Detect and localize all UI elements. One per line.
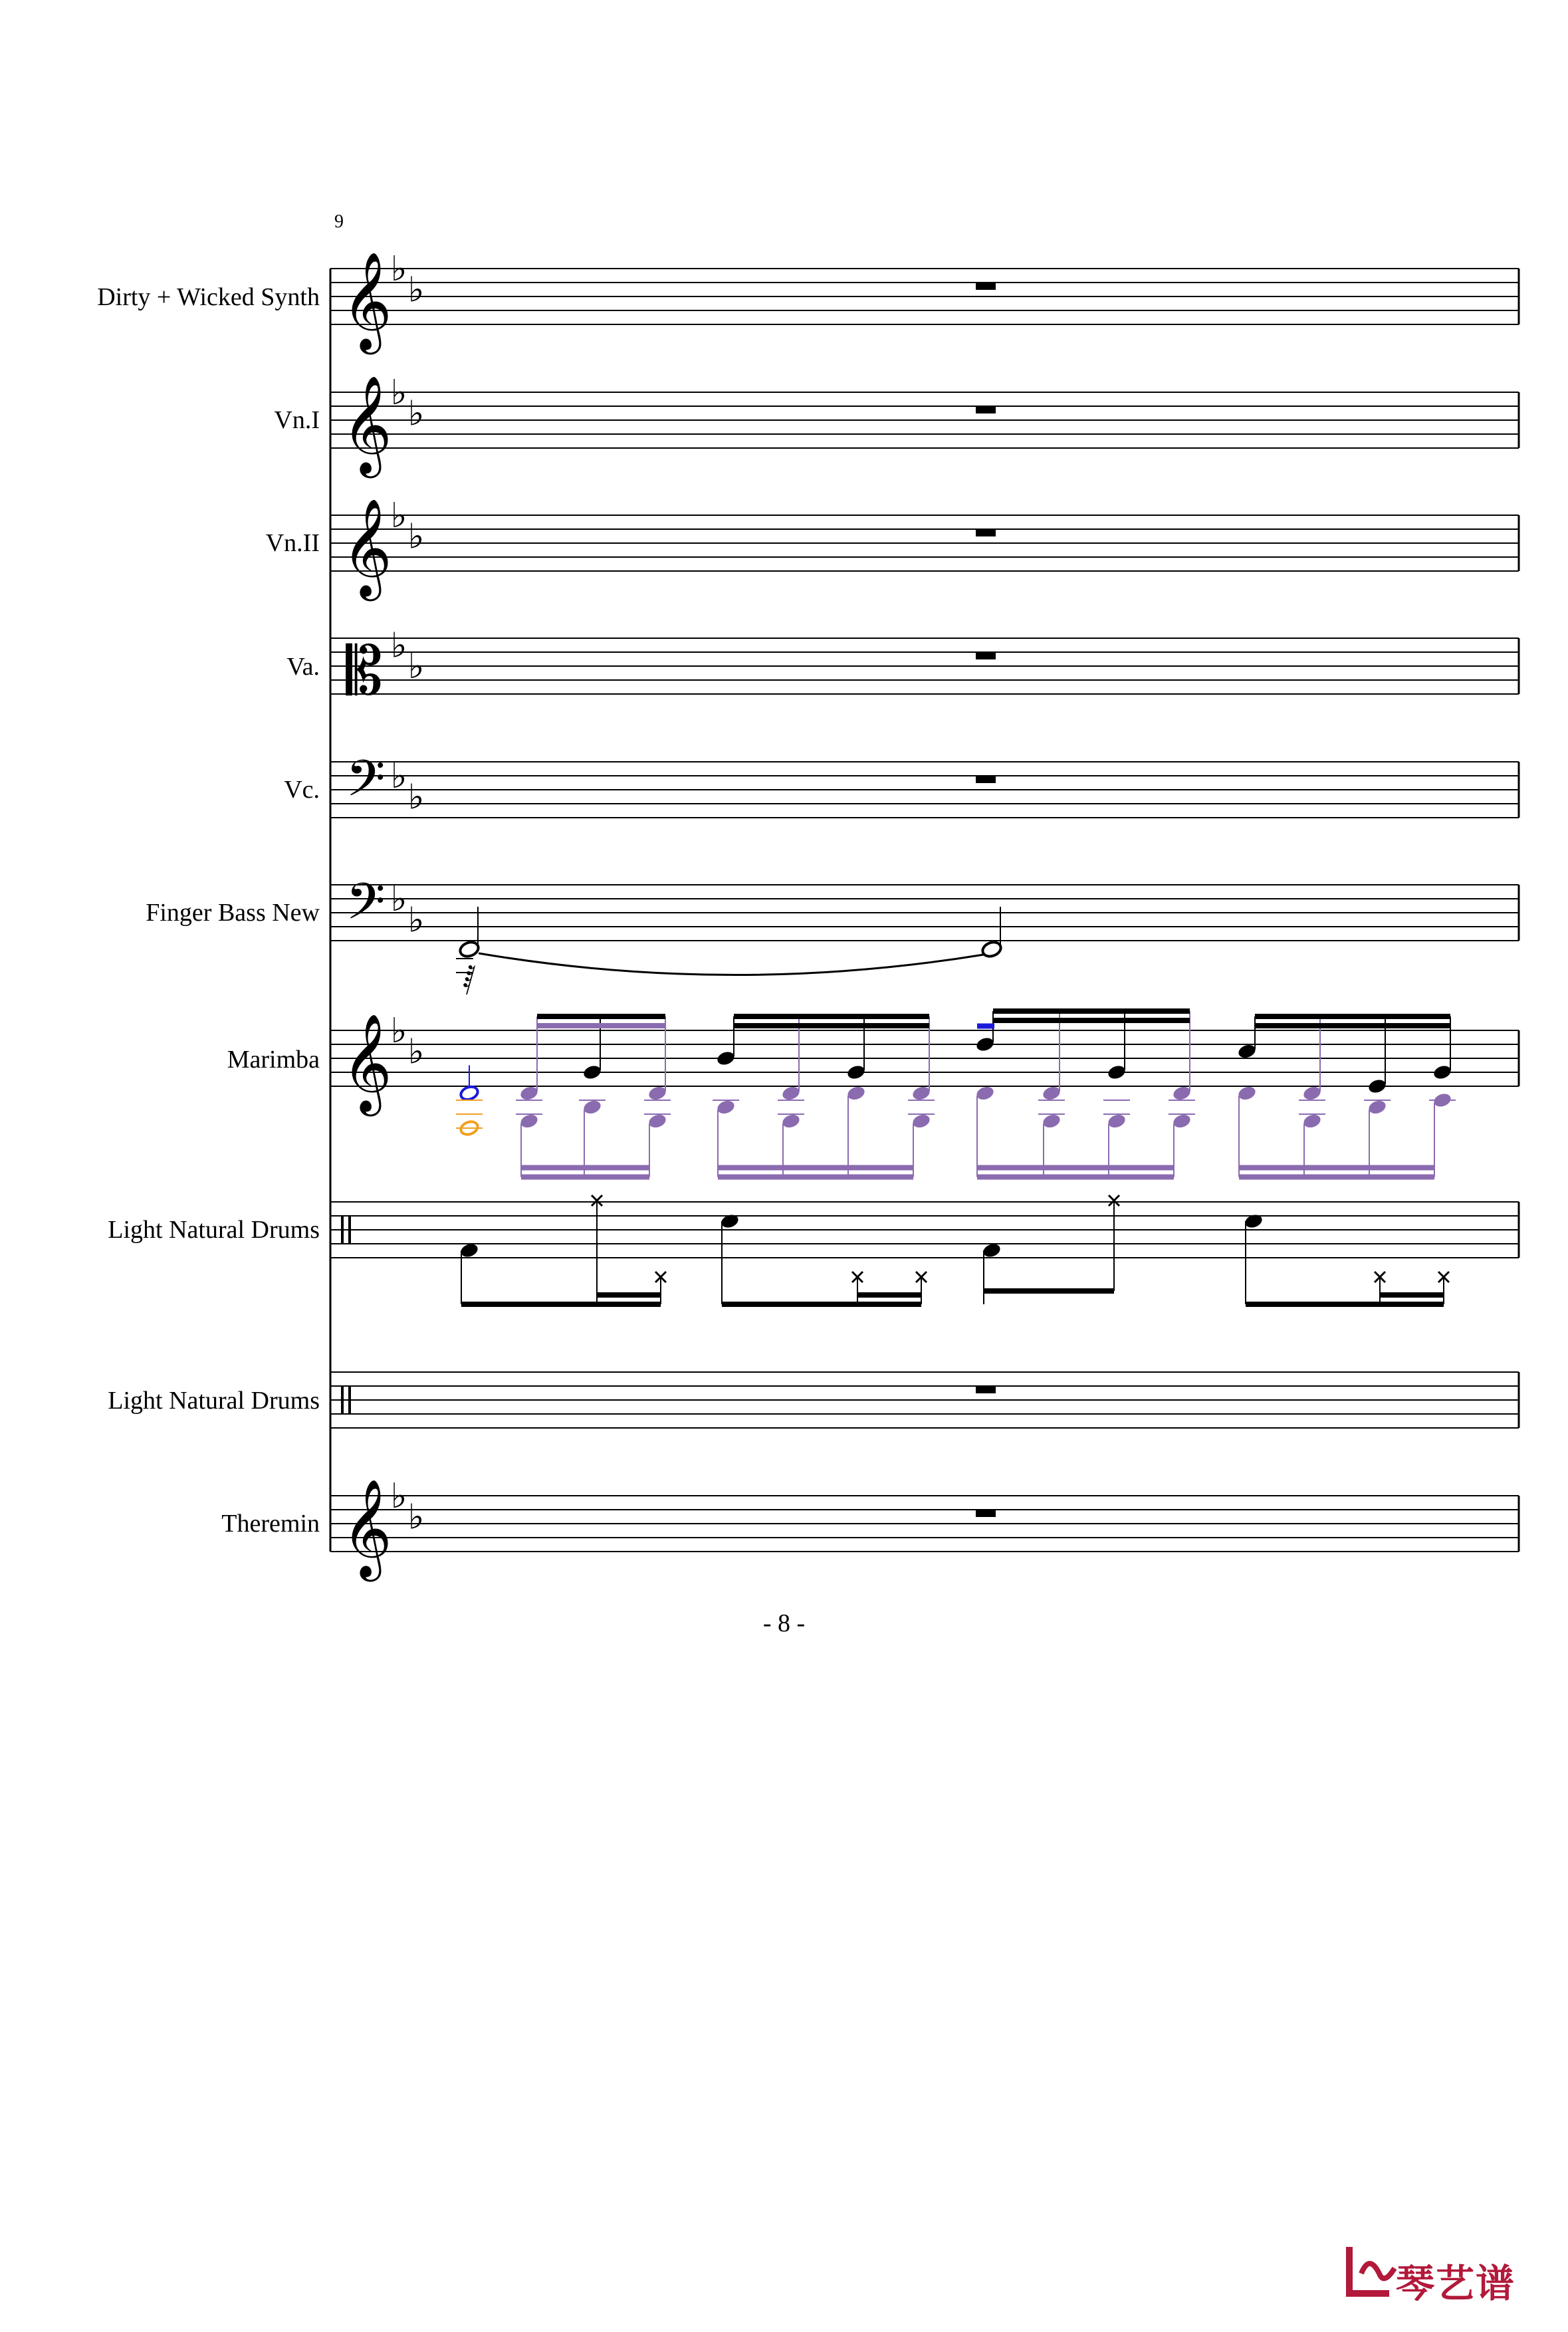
note-head [1172, 1113, 1192, 1130]
treble-clef-icon: 𝄞 [342, 375, 392, 474]
whole-rest-icon [976, 529, 996, 536]
instrument-label-viola: Va. [286, 653, 320, 681]
beam [977, 1175, 1174, 1180]
beam [1246, 1302, 1444, 1307]
beam [1255, 1023, 1450, 1028]
alto-clef-icon: 𝄡 [346, 632, 383, 710]
note-head [582, 1064, 603, 1081]
beam [734, 1014, 929, 1019]
beam [993, 1018, 1190, 1023]
instrument-label-marimba: Marimba [227, 1046, 320, 1074]
note-head [1237, 1043, 1258, 1060]
note-head [975, 1036, 996, 1053]
note-head [781, 1113, 802, 1130]
note-head [1107, 1113, 1127, 1130]
flat-icon: ♭ [390, 757, 407, 796]
instrument-label-theremin: Theremin [221, 1510, 320, 1538]
beam [718, 1175, 913, 1180]
beam [1239, 1165, 1434, 1171]
watermark-icon [1343, 2234, 1402, 2307]
beam [718, 1165, 913, 1171]
beam [1380, 1292, 1444, 1298]
treble-clef-icon: 𝄞 [342, 251, 392, 350]
note-head [1302, 1113, 1323, 1130]
beam [521, 1175, 649, 1180]
drum-note [1244, 1213, 1264, 1230]
percussion-clef-icon [341, 1216, 344, 1244]
bass-clef-icon: 𝄢 [346, 749, 386, 820]
page-number: - 8 - [762, 1609, 806, 1637]
note-head [716, 1099, 736, 1116]
note-head [1172, 1085, 1192, 1102]
note-head [647, 1113, 668, 1130]
half-note [458, 940, 480, 959]
whole-rest-icon [976, 652, 996, 659]
beam [537, 1023, 665, 1028]
note-head [1302, 1085, 1323, 1102]
sixteenth-rest-icon: 𝅁 [463, 959, 476, 996]
whole-rest-icon [976, 776, 996, 783]
instrument-label-cello: Vc. [284, 776, 320, 804]
note-head [716, 1050, 736, 1067]
instrument-label-synth: Dirty + Wicked Synth [97, 283, 320, 311]
note-head [1367, 1078, 1388, 1095]
note-head [975, 1085, 996, 1102]
percussion-clef-icon [348, 1216, 351, 1244]
drum-note [720, 1213, 740, 1230]
note-head [1237, 1085, 1258, 1102]
flat-icon: ♭ [407, 517, 425, 557]
instrument-label-drums-1: Light Natural Drums [108, 1216, 320, 1244]
tie [479, 953, 984, 975]
beam [977, 1165, 1174, 1171]
whole-rest-icon [976, 1386, 996, 1393]
score-glyphs [341, 249, 1456, 1581]
accent-mark [977, 1024, 994, 1029]
note-head [846, 1085, 867, 1102]
flat-icon: ♭ [390, 626, 407, 666]
instrument-label-finger-bass: Finger Bass New [146, 899, 320, 927]
instrument-label-violin-2: Vn.II [265, 529, 320, 557]
note-head [1042, 1085, 1062, 1102]
flat-icon: ♭ [407, 1032, 425, 1072]
beam [722, 1302, 921, 1307]
flat-icon: ♭ [390, 1476, 407, 1516]
note-head [1432, 1064, 1453, 1081]
treble-clef-icon: 𝄞 [342, 498, 392, 597]
measure-number: 9 [334, 211, 344, 232]
note-head [846, 1064, 867, 1081]
note-head [519, 1085, 540, 1102]
flat-icon: ♭ [390, 879, 407, 919]
beam [597, 1292, 661, 1298]
note-head [911, 1113, 932, 1130]
beam [521, 1165, 649, 1171]
flat-icon: ♭ [407, 900, 425, 941]
note-head [781, 1085, 802, 1102]
whole-rest-icon [976, 1510, 996, 1517]
treble-clef-icon: 𝄞 [342, 1013, 392, 1112]
beam [1255, 1014, 1450, 1019]
flat-icon: ♭ [407, 270, 425, 310]
percussion-clef-icon [341, 1386, 344, 1414]
flat-icon: ♭ [407, 647, 425, 687]
percussion-clef-icon [348, 1386, 351, 1414]
beam [461, 1302, 661, 1307]
flat-icon: ♭ [407, 394, 425, 434]
instrument-label-violin-1: Vn.I [274, 406, 320, 434]
beam [1239, 1175, 1434, 1180]
watermark-text: 琴艺谱 [1396, 2261, 1516, 2306]
flat-icon: ♭ [407, 777, 425, 818]
whole-rest-icon [976, 406, 996, 413]
flat-icon: ♭ [390, 496, 407, 536]
note-head [582, 1099, 603, 1116]
note-head [519, 1113, 540, 1130]
half-note [980, 940, 1002, 959]
treble-clef-icon: 𝄞 [342, 1478, 392, 1577]
flat-icon: ♭ [390, 373, 407, 413]
note-head [1042, 1113, 1062, 1130]
bass-clef-icon: 𝄢 [346, 872, 386, 943]
flat-icon: ♭ [407, 1497, 425, 1538]
note-head [911, 1085, 932, 1102]
flat-icon: ♭ [390, 249, 407, 289]
staff-lines [330, 269, 1519, 1552]
beam [993, 1008, 1190, 1014]
flat-icon: ♭ [390, 1011, 407, 1051]
beam [857, 1292, 921, 1298]
whole-rest-icon [976, 283, 996, 290]
note-head [647, 1085, 668, 1102]
beam [734, 1023, 929, 1028]
instrument-label-drums-2: Light Natural Drums [108, 1387, 320, 1415]
note-head [1107, 1064, 1127, 1081]
beam [537, 1014, 665, 1019]
beam [984, 1288, 1114, 1294]
note-head [1367, 1099, 1388, 1116]
